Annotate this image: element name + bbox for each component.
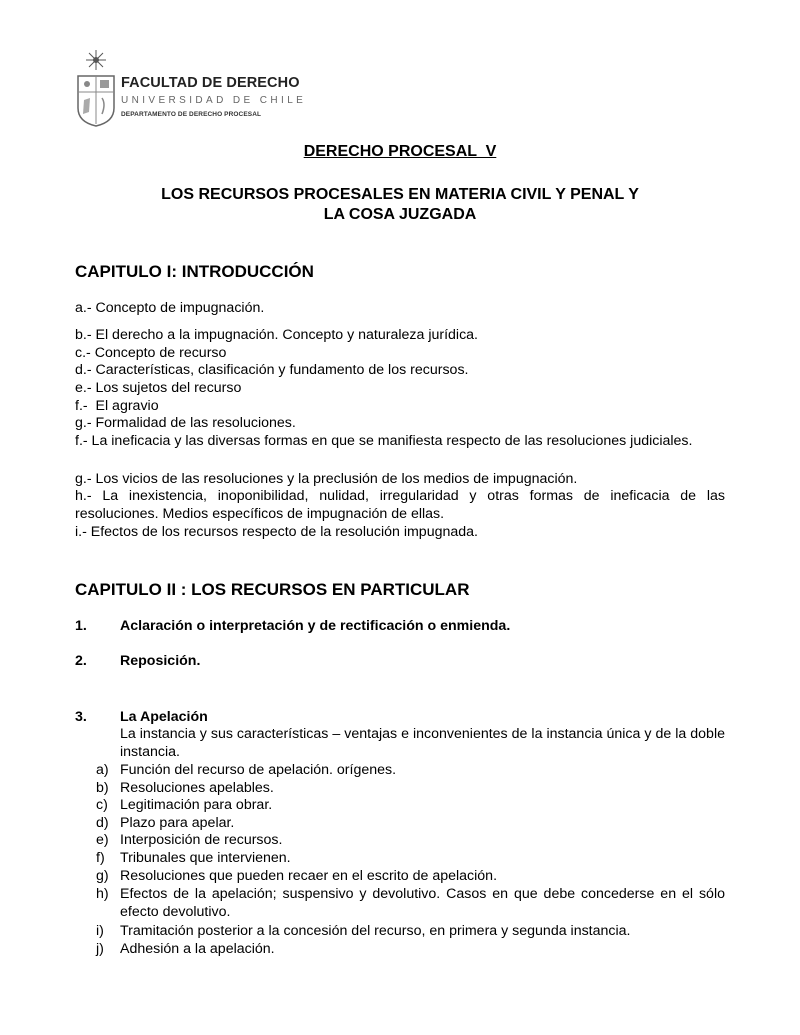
- apelacion-item-text: Función del recurso de apelación. orígenes.: [120, 762, 397, 778]
- document-title: DERECHO PROCESAL V: [303, 143, 497, 160]
- logo-department: DEPARTAMENTO DE DERECHO PROCESAL: [121, 111, 262, 118]
- apelacion-item-letter: i): [96, 923, 104, 939]
- university-shield-icon: [74, 48, 118, 128]
- chapter1-item: f.- La ineficacia y las diversas formas en que se manifiesta respecto de las resoluciones judiciales.: [75, 433, 693, 449]
- apelacion-item-letter: a): [96, 762, 109, 778]
- apelacion-item-text: Tramitación posterior a la concesión del recurso, en primera y segunda instancia.: [120, 923, 631, 939]
- apelacion-item-letter: d): [96, 815, 109, 831]
- chapter1-item: g.- Los vicios de las resoluciones y la preclusión de los medios de impugnación.: [75, 471, 578, 487]
- apelacion-item-letter: g): [96, 868, 109, 884]
- apelacion-item-text: Interposición de recursos.: [120, 832, 283, 848]
- apelacion-item-letter: h): [96, 886, 109, 902]
- chapter2-heading: CAPITULO II : LOS RECURSOS EN PARTICULAR: [75, 580, 470, 599]
- chapter1-item: g.- Formalidad de las resoluciones.: [75, 415, 296, 431]
- chapter1-item: a.- Concepto de impugnación.: [75, 300, 265, 316]
- section-number: 3.: [75, 709, 87, 725]
- apelacion-item-text: Efectos de la apelación; suspensivo y devolutivo. Casos en que debe concederse en el sólo efecto devolutivo.: [120, 886, 725, 920]
- section-title: Reposición.: [120, 653, 201, 669]
- section-number: 1.: [75, 618, 87, 634]
- apelacion-item-text: Plazo para apelar.: [120, 815, 235, 831]
- section-title: Aclaración o interpretación y de rectificación o enmienda.: [120, 618, 511, 634]
- chapter1-item: c.- Concepto de recurso: [75, 345, 227, 361]
- apelacion-item-text: Legitimación para obrar.: [120, 797, 273, 813]
- logo-subtitle: UNIVERSIDAD DE CHILE: [121, 95, 307, 106]
- document-subtitle-line2: LA COSA JUZGADA: [323, 206, 477, 223]
- chapter1-item: f.- El agravio: [75, 398, 159, 414]
- apelacion-item-letter: j): [96, 941, 104, 957]
- apelacion-item-letter: c): [96, 797, 108, 813]
- chapter1-item: e.- Los sujetos del recurso: [75, 380, 242, 396]
- apelacion-item-letter: f): [96, 850, 105, 866]
- logo-title: FACULTAD DE DERECHO: [121, 75, 300, 91]
- chapter1-item: b.- El derecho a la impugnación. Concepto y naturaleza jurídica.: [75, 327, 478, 343]
- apelacion-item-text: Tribunales que intervienen.: [120, 850, 291, 866]
- chapter1-item: h.- La inexistencia, inoponibilidad, nulidad, irregularidad y otras formas de ineficacia de las resoluciones. Medios específicos de impugnación de ellas.: [75, 488, 725, 522]
- apelacion-item-text: Resoluciones que pueden recaer en el escrito de apelación.: [120, 868, 498, 884]
- apelacion-item-text: Adhesión a la apelación.: [120, 941, 275, 957]
- chapter1-item: i.- Efectos de los recursos respecto de la resolución impugnada.: [75, 524, 478, 540]
- apelacion-item-text: Resoluciones apelables.: [120, 780, 274, 796]
- section-number: 2.: [75, 653, 87, 669]
- document-subtitle-line1: LOS RECURSOS PROCESALES EN MATERIA CIVIL Y PENAL Y: [161, 186, 639, 203]
- apelacion-item-letter: e): [96, 832, 109, 848]
- apelacion-description: La instancia y sus características – ventajas e inconvenientes de la instancia única y de la doble instancia.: [120, 726, 725, 760]
- chapter1-item: d.- Características, clasificación y fundamento de los recursos.: [75, 362, 469, 378]
- faculty-logo: [74, 48, 307, 128]
- apelacion-item-letter: b): [96, 780, 109, 796]
- section-title: La Apelación: [120, 709, 208, 725]
- chapter1-heading: CAPITULO I: INTRODUCCIÓN: [75, 262, 314, 281]
